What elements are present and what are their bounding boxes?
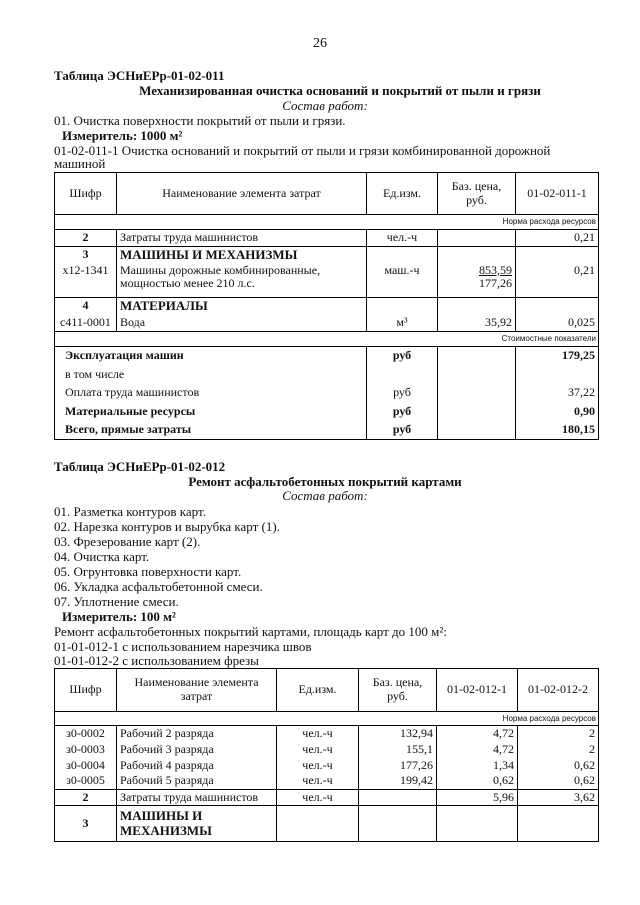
table-row: з0-0005 Рабочий 5 разряда чел.-ч 199,42 0,62 0,62 — [55, 774, 599, 790]
table2-work: 01. Разметка контуров карт. — [54, 504, 206, 519]
header-unit: Ед.изм. — [277, 669, 359, 712]
table-row: 3 МАШИНЫ И МЕХАНИЗМЫ — [55, 806, 599, 842]
table2-label: Таблица ЭСНиЕРр-01-02-012 — [54, 459, 226, 474]
cost-label: Стоимостные показатели — [55, 332, 599, 347]
table1-work: 01. Очистка поверхности покрытий от пыли и грязи. — [54, 113, 346, 128]
table-row: 3 МАШИНЫ И МЕХАНИЗМЫ — [55, 247, 599, 264]
table1 — [54, 172, 599, 440]
table-row: з0-0004 Рабочий 4 разряда чел.-ч 177,26 1,34 0,62 — [55, 758, 599, 774]
header-col: 01-02-011-1 — [516, 173, 599, 215]
table-row: с411-0001 Вода м³ 35,92 0,025 — [55, 315, 599, 332]
norm-label: Норма расхода ресурсов — [55, 712, 599, 726]
table2-sostav: Состав работ: — [282, 488, 368, 503]
norm-label: Норма расхода ресурсов — [55, 215, 599, 230]
table1-cost-row — [55, 332, 599, 347]
table2-work: 02. Нарезка контуров и вырубка карт (1). — [54, 519, 280, 534]
header-name: Наименование элемента затрат — [117, 173, 367, 215]
table2-work: 03. Фрезерование карт (2). — [54, 534, 201, 549]
table1-sostav: Состав работ: — [282, 98, 368, 113]
table-row: Всего, прямые затраты руб 180,15 — [55, 422, 599, 440]
table2-norm-row — [55, 712, 599, 726]
table1-label: Таблица ЭСНиЕРр-01-02-011 — [54, 68, 225, 83]
table2 — [54, 668, 599, 842]
header-code: Шифр — [55, 669, 117, 712]
table2-work: 05. Огрунтовка поверхности карт. — [54, 564, 242, 579]
table-row: 2 Затраты труда машинистов чел.-ч 0,21 — [55, 230, 599, 247]
header-code: Шифр — [55, 173, 117, 215]
table1-desc-line2: машиной — [54, 156, 106, 171]
page-number: 26 — [313, 36, 327, 51]
header-price: Баз. цена, руб. — [438, 173, 516, 215]
table-row: з0-0003 Рабочий 3 разряда чел.-ч 155,1 4,72 2 — [55, 742, 599, 758]
table-row: в том числе — [55, 366, 599, 384]
header-unit: Ед.изм. — [367, 173, 438, 215]
table2-desc-line2: 01-01-012-1 с использованием нарезчика швов — [54, 639, 312, 654]
table-row: Оплата труда машинистов руб 37,22 — [55, 384, 599, 403]
table2-desc-line3: 01-01-012-2 с использованием фрезы — [54, 653, 259, 668]
table1-norm-row — [55, 215, 599, 230]
table1-measure: Измеритель: 1000 м² — [62, 128, 183, 143]
table2-measure: Измеритель: 100 м² — [62, 609, 176, 624]
table2-work: 07. Уплотнение смеси. — [54, 594, 179, 609]
table2-header-row — [55, 669, 599, 712]
table2-work: 04. Очистка карт. — [54, 549, 150, 564]
header-col2: 01-02-012-2 — [518, 669, 599, 712]
table-row: 2 Затраты труда машинистов чел.-ч 5,96 3,62 — [55, 790, 599, 806]
table2-title: Ремонт асфальтобетонных покрытий картами — [188, 474, 462, 489]
header-price: Баз. цена, руб. — [359, 669, 437, 712]
table1-header-row — [55, 173, 599, 215]
table-row: х12-1341 Машины дорожные комбинированные, мощностью менее 210 л.с. маш.-ч 853,59 177,26 0,21 — [55, 264, 599, 298]
table-row: Эксплуатация машин руб 179,25 — [55, 347, 599, 366]
table-row: 4 МАТЕРИАЛЫ — [55, 298, 599, 315]
table1-desc-line1: 01-02-011-1 Очистка оснований и покрытий от пыли и грязи комбинированной дорожной — [54, 143, 551, 158]
table-row: з0-0002 Рабочий 2 разряда чел.-ч 132,94 4,72 2 — [55, 726, 599, 742]
table2-desc-line1: Ремонт асфальтобетонных покрытий картами, площадь карт до 100 м²: — [54, 624, 447, 639]
table-row: Материальные ресурсы руб 0,90 — [55, 403, 599, 422]
table2-work: 06. Укладка асфальтобетонной смеси. — [54, 579, 263, 594]
table1-title: Механизированная очистка оснований и покрытий от пыли и грязи — [139, 83, 541, 98]
header-name: Наименование элемента затрат — [117, 669, 277, 712]
header-col1: 01-02-012-1 — [437, 669, 518, 712]
